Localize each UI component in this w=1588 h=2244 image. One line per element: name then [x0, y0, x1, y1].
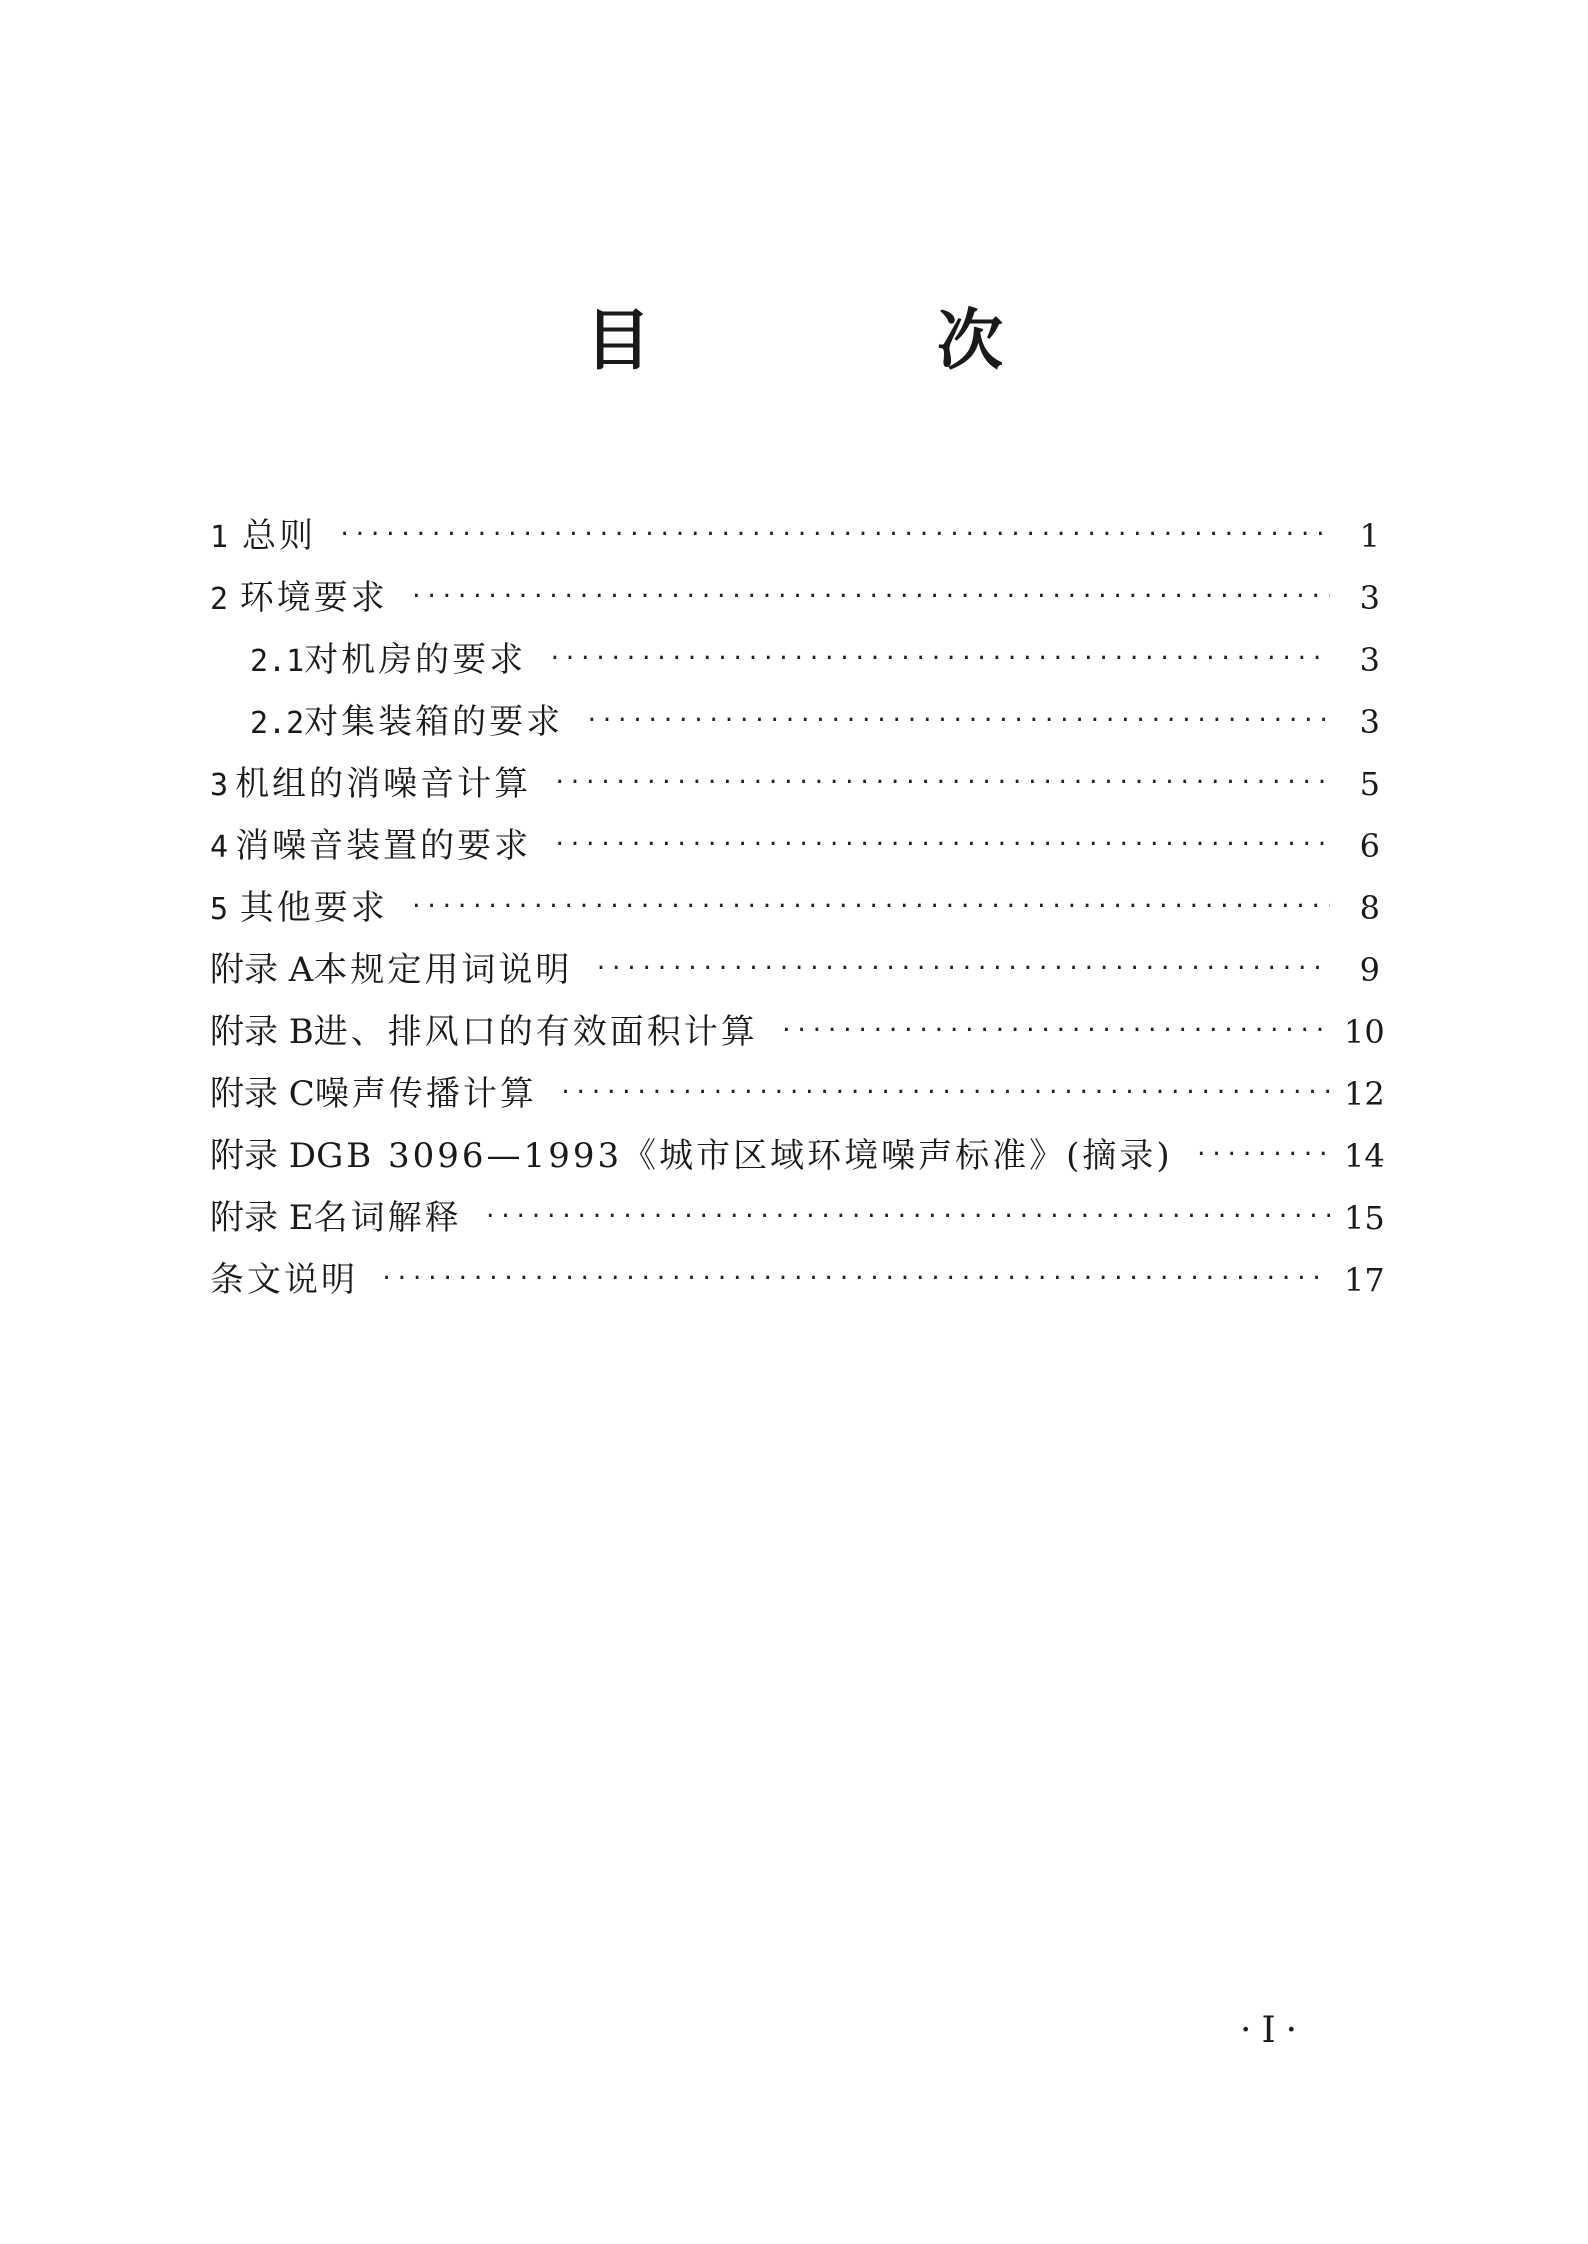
toc-entry-number: 附录 C	[210, 1074, 315, 1114]
toc-entry[interactable]	[210, 1187, 1385, 1249]
toc-entry-label: 噪声传播计算	[314, 1074, 537, 1114]
toc-entry-page: 6	[1359, 827, 1380, 865]
toc-entry[interactable]	[210, 691, 1380, 753]
toc-entry-page: 9	[1359, 951, 1380, 989]
toc-entry[interactable]	[210, 815, 1380, 877]
toc-leader-dots	[338, 504, 1330, 566]
toc-entry-label: 本规定用词说明	[313, 950, 573, 990]
toc-entry-label: 条文说明	[210, 1260, 358, 1300]
toc-leader-dots	[484, 1186, 1330, 1248]
toc-entry-page: 5	[1359, 765, 1380, 803]
toc-entry-page: 3	[1359, 579, 1380, 617]
toc-leader-dots	[553, 752, 1330, 814]
toc-entry[interactable]	[210, 567, 1380, 629]
page-number-footer: ·I·	[1240, 2010, 1308, 2051]
toc-entry-page: 3	[1359, 641, 1380, 679]
toc-entry-number: 4	[210, 830, 229, 865]
toc-entry-number: 附录 A	[210, 950, 314, 990]
toc-entry[interactable]	[210, 1125, 1385, 1187]
toc-entry-number: 5	[210, 892, 229, 927]
toc-leader-dots	[548, 628, 1330, 690]
toc-entry-label: 机组的消噪音计算	[235, 764, 532, 804]
toc-leader-dots	[1195, 1124, 1330, 1186]
toc-entry-number: 附录 B	[210, 1012, 314, 1052]
toc-entry[interactable]	[210, 1001, 1385, 1063]
toc-entry-page: 14	[1344, 1137, 1385, 1175]
toc-entry[interactable]	[210, 753, 1380, 815]
toc-entry-label: 名词解释	[313, 1198, 462, 1238]
toc-leader-dots	[410, 566, 1330, 628]
table-of-contents	[210, 505, 1385, 1311]
toc-entry-number: 1	[210, 520, 229, 555]
toc-entry-number: 附录 D	[210, 1136, 317, 1176]
toc-leader-dots	[380, 1248, 1330, 1310]
toc-entry-number: 3	[210, 768, 229, 803]
toc-entry-label: 其他要求	[239, 888, 388, 928]
toc-entry-number: 2	[210, 582, 229, 617]
toc-entry-page: 12	[1344, 1075, 1385, 1113]
toc-entry[interactable]	[210, 1249, 1385, 1311]
toc-entry-page: 15	[1344, 1199, 1385, 1237]
toc-entry-page: 17	[1344, 1261, 1385, 1299]
toc-leader-dots	[410, 876, 1330, 938]
toc-entry-number: 附录 E	[210, 1198, 314, 1238]
toc-entry-page: 10	[1344, 1013, 1385, 1051]
toc-leader-dots	[780, 1000, 1330, 1062]
toc-entry-label: 消噪音装置的要求	[235, 826, 532, 866]
page-title: 目 次	[585, 301, 1113, 379]
toc-entry-number: 2.1	[250, 644, 305, 679]
toc-entry-page: 8	[1359, 889, 1380, 927]
toc-leader-dots	[585, 690, 1330, 752]
toc-leader-dots	[594, 938, 1330, 1000]
toc-entry[interactable]	[210, 1063, 1385, 1125]
toc-entry-page: 1	[1359, 517, 1380, 555]
toc-leader-dots	[553, 814, 1330, 876]
toc-entry-label: 进、排风口的有效面积计算	[313, 1012, 758, 1052]
toc-entry-label: GB 3096—1993《城市区域环境噪声标准》(摘录)	[316, 1136, 1173, 1176]
toc-leader-dots	[559, 1062, 1330, 1124]
toc-entry-label: 总则	[242, 516, 317, 556]
toc-entry-label: 对集装箱的要求	[304, 702, 564, 742]
toc-entry-label: 对机房的要求	[304, 640, 527, 680]
toc-entry[interactable]	[210, 505, 1380, 567]
toc-entry[interactable]	[210, 877, 1380, 939]
toc-entry-label: 环境要求	[239, 578, 388, 618]
toc-entry[interactable]	[210, 629, 1380, 691]
toc-entry-number: 2.2	[250, 706, 305, 741]
toc-entry-page: 3	[1359, 703, 1380, 741]
toc-entry[interactable]	[210, 939, 1380, 1001]
